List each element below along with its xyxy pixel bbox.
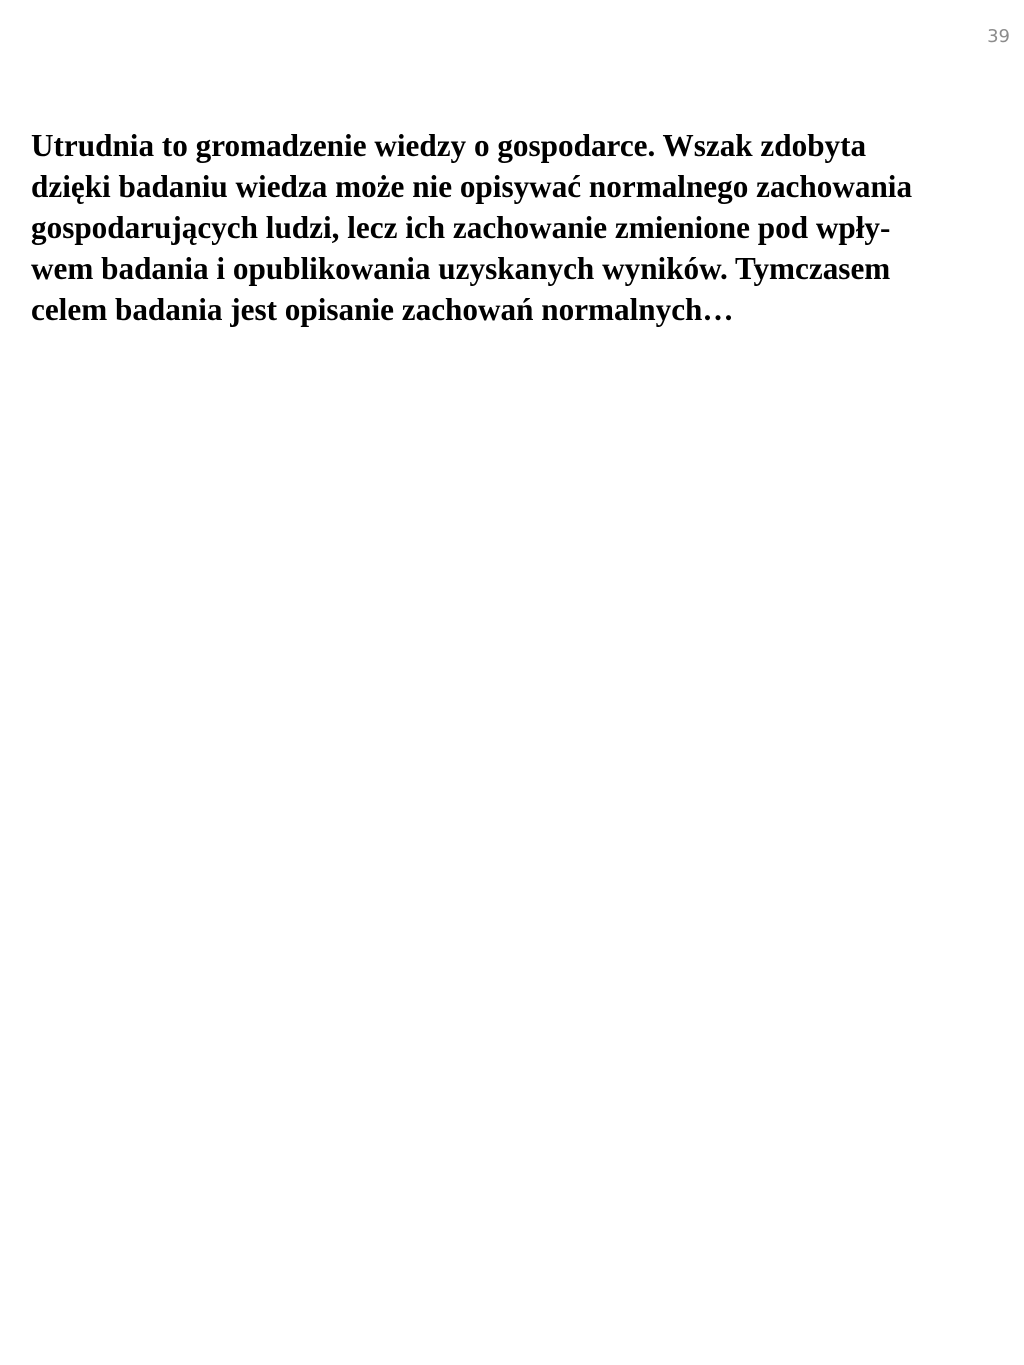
paragraph-line-5: celem badania jest opisanie zachowań normalnych… — [31, 292, 734, 327]
paragraph-line-3: gospodarujących ludzi, lecz ich zachowanie zmienione pod wpły- — [31, 210, 891, 245]
paragraph-line-2: dzięki badaniu wiedza może nie opisywać normalnego zachowania — [31, 169, 913, 204]
page-number: 39 — [987, 26, 1010, 47]
body-paragraph — [31, 125, 1006, 330]
paragraph-line-4: wem badania i opublikowania uzyskanych wyników. Tymczasem — [31, 251, 891, 286]
paragraph-line-1: Utrudnia to gromadzenie wiedzy o gospodarce. Wszak zdobyta — [31, 128, 867, 163]
